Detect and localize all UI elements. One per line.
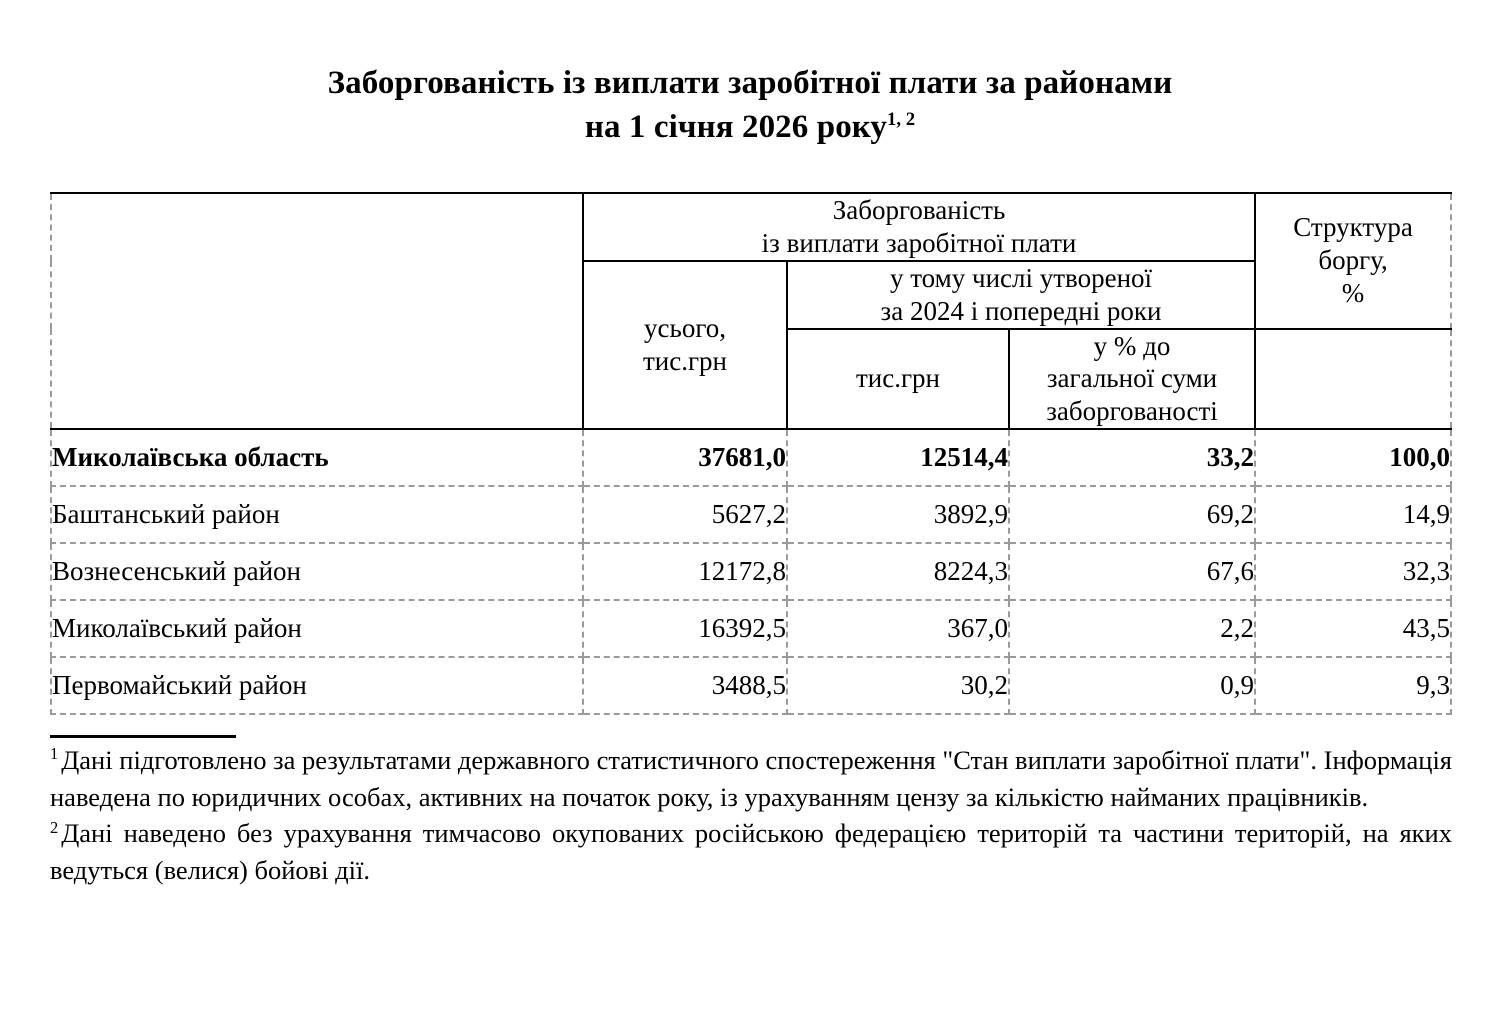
cell-total: 3488,5	[583, 657, 787, 714]
cell-included-thousand: 367,0	[787, 600, 1009, 657]
group-debt-line-2: із виплати заробітної плати	[761, 227, 1077, 258]
footnote-2-text: Дані наведено без урахування тимчасово окупованих російською федерацією територій та частини територій, на яких ведуться (велися) бойові дії.	[50, 818, 1452, 885]
page-title-line-1: Заборгованість із виплати заробітної плати за районами	[327, 65, 1173, 101]
column-header-structure-spacer	[1255, 329, 1451, 430]
page-title	[0, 0, 1500, 150]
cell-total: 37681,0	[583, 429, 787, 486]
table-row	[51, 543, 1451, 600]
cell-included-percent: 33,2	[1009, 429, 1255, 486]
column-header-included-thousand: тис.грн	[787, 329, 1009, 430]
structure-line-1: Структура	[1293, 212, 1413, 243]
total-line-2: тис.грн	[642, 345, 727, 376]
included-percent-line-3: заборгованості	[1046, 396, 1218, 427]
cell-structure: 32,3	[1255, 543, 1451, 600]
table-row	[51, 486, 1451, 543]
included-line-2: за 2024 і попередні роки	[880, 295, 1162, 326]
cell-total: 12172,8	[583, 543, 787, 600]
cell-structure: 14,9	[1255, 486, 1451, 543]
footnote-2	[48, 815, 1452, 888]
footnote-2-marker: 2	[50, 817, 59, 837]
cell-district: Первомайський район	[51, 657, 583, 714]
cell-district: Миколаївський район	[51, 600, 583, 657]
cell-total: 5627,2	[583, 486, 787, 543]
cell-included-percent: 67,6	[1009, 543, 1255, 600]
group-debt-line-1: Заборгованість	[832, 194, 1006, 225]
cell-district: Вознесенський район	[51, 543, 583, 600]
table-row	[51, 429, 1451, 486]
column-header-group-debt	[583, 193, 1255, 261]
footnote-separator-rule	[50, 735, 236, 738]
page-title-line-2	[0, 106, 1500, 150]
cell-included-percent: 2,2	[1009, 600, 1255, 657]
table-body	[51, 429, 1451, 714]
included-line-1: у тому числі утвореної	[889, 262, 1153, 293]
total-line-1: усього,	[644, 313, 726, 344]
cell-included-thousand: 8224,3	[787, 543, 1009, 600]
cell-structure: 9,3	[1255, 657, 1451, 714]
footnote-1-marker: 1	[50, 744, 59, 764]
table-row	[51, 657, 1451, 714]
footnotes-section	[48, 715, 1452, 888]
cell-included-thousand: 30,2	[787, 657, 1009, 714]
included-percent-line-2: загальної суми	[1046, 363, 1218, 394]
cell-district: Миколаївська область	[51, 429, 583, 486]
cell-included-percent: 0,9	[1009, 657, 1255, 714]
cell-structure: 43,5	[1255, 600, 1451, 657]
table-container	[50, 150, 1450, 716]
cell-included-thousand: 12514,4	[787, 429, 1009, 486]
column-header-total	[583, 261, 787, 430]
cell-structure: 100,0	[1255, 429, 1451, 486]
cell-total: 16392,5	[583, 600, 787, 657]
table-row	[51, 600, 1451, 657]
footnote-1-text: Дані підготовлено за результатами державного статистичного спостереження "Стан виплати заробітної плати". Інформація наведена по юридичних особах, активних на початок року, із урахуванням цензу за кількістю найманих працівників.	[50, 745, 1452, 812]
column-header-structure	[1255, 193, 1451, 329]
structure-line-3: %	[1341, 278, 1365, 309]
column-header-district	[51, 193, 583, 430]
structure-line-2: боргу,	[1318, 245, 1388, 276]
table-header-row-1	[51, 193, 1451, 261]
title-footnote-markers: 1, 2	[887, 108, 916, 129]
column-header-group-included	[787, 261, 1255, 329]
cell-included-thousand: 3892,9	[787, 486, 1009, 543]
page-title-line-2-text: на 1 січня 2026 року	[584, 108, 888, 145]
column-header-included-percent	[1009, 329, 1255, 430]
cell-district: Баштанський район	[51, 486, 583, 543]
table-head	[51, 193, 1451, 430]
cell-included-percent: 69,2	[1009, 486, 1255, 543]
debt-by-district-table	[50, 192, 1452, 716]
included-percent-line-1: у % до	[1093, 330, 1171, 361]
footnote-1	[48, 742, 1452, 815]
